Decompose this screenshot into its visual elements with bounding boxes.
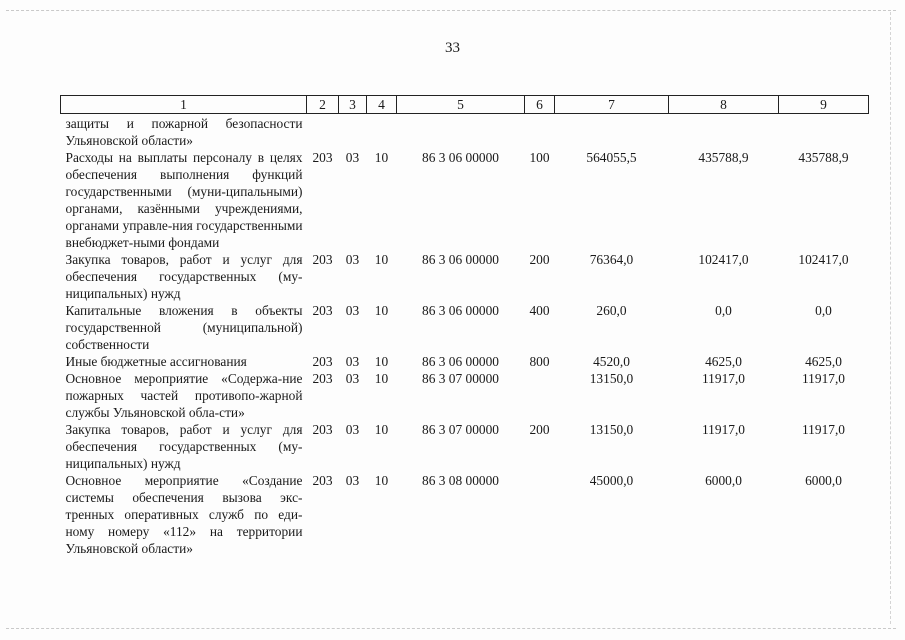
column-header-2: 2: [307, 96, 339, 114]
row-code-4: 10: [374, 150, 389, 165]
row-code-2: [307, 114, 339, 150]
row-code-2: 203: [312, 371, 333, 386]
row-code-5: 86 3 06 00000: [422, 303, 499, 318]
row-name: Закупка товаров, работ и услуг для обеспечения государственных (му-ниципальных) нужд: [65, 252, 303, 301]
row-code-5: 86 3 07 00000: [422, 371, 499, 386]
row-value-8: 6000,0: [705, 473, 742, 488]
row-code-6: [525, 114, 555, 150]
scan-edge-right: [890, 12, 891, 624]
row-code-4: 10: [374, 371, 389, 386]
row-code-6: 800: [529, 354, 550, 369]
row-name: Иные бюджетные ассигнования: [65, 354, 247, 369]
row-code-5: 86 3 06 00000: [422, 150, 499, 165]
row-value-9: [779, 114, 869, 150]
column-header-6: 6: [525, 96, 555, 114]
row-value-9: 6000,0: [805, 473, 842, 488]
row-code-3: 03: [345, 422, 360, 437]
row-name: Закупка товаров, работ и услуг для обеспечения государственных (му-ниципальных) нужд: [65, 422, 303, 471]
row-code-3: 03: [345, 354, 360, 369]
row-code-4: 10: [374, 422, 389, 437]
row-code-2: 203: [312, 354, 333, 369]
row-value-8: 102417,0: [698, 252, 749, 267]
row-value-9: 4625,0: [805, 354, 842, 369]
row-name: Расходы на выплаты персоналу в целях обеспечения выполнения функций государственными (муни-ципальными) органами, казёнными учреждениями, органами управле-ния государственными внебюджет-ными фондами: [65, 150, 303, 250]
row-value-8: [669, 114, 779, 150]
row-value-7: 4520,0: [593, 354, 630, 369]
table-header-row: [61, 96, 869, 114]
row-value-9: 11917,0: [801, 371, 846, 386]
row-value-8: 4625,0: [705, 354, 742, 369]
row-value-8: 435788,9: [698, 150, 749, 165]
table-row: [61, 472, 869, 557]
column-header-8: 8: [669, 96, 779, 114]
row-code-5: 86 3 08 00000: [422, 473, 499, 488]
table-row: [61, 149, 869, 251]
budget-table: [60, 95, 869, 557]
row-code-3: 03: [345, 473, 360, 488]
row-code-6: 400: [529, 303, 550, 318]
column-header-7: 7: [555, 96, 669, 114]
row-code-2: 203: [312, 473, 333, 488]
row-value-7: 45000,0: [589, 473, 634, 488]
row-code-3: [339, 114, 367, 150]
row-code-2: 203: [312, 252, 333, 267]
row-value-8: 0,0: [715, 303, 732, 318]
row-value-7: 260,0: [596, 303, 627, 318]
row-code-5: 86 3 06 00000: [422, 354, 499, 369]
row-value-9: 435788,9: [798, 150, 849, 165]
row-value-7: 76364,0: [589, 252, 634, 267]
table-row: [61, 302, 869, 353]
row-code-5: 86 3 06 00000: [422, 252, 499, 267]
row-value-7: 13150,0: [589, 371, 634, 386]
column-header-9: 9: [779, 96, 869, 114]
row-code-2: 203: [312, 150, 333, 165]
row-value-8: 11917,0: [701, 422, 746, 437]
row-value-9: 0,0: [815, 303, 832, 318]
row-name: Основное мероприятие «Содержа-ние пожарных частей противопо-жарной службы Ульяновской обла-сти»: [65, 371, 303, 420]
row-code-4: [367, 114, 397, 150]
row-code-4: 10: [374, 354, 389, 369]
column-header-1: 1: [61, 96, 307, 114]
row-code-4: 10: [374, 252, 389, 267]
row-code-4: 10: [374, 473, 389, 488]
column-header-3: 3: [339, 96, 367, 114]
row-code-6: [525, 370, 555, 421]
row-value-7: 13150,0: [589, 422, 634, 437]
row-code-6: 200: [529, 422, 550, 437]
table-row: [61, 114, 869, 150]
row-value-8: 11917,0: [701, 371, 746, 386]
table-row: [61, 353, 869, 370]
row-code-3: 03: [345, 150, 360, 165]
row-name: Капитальные вложения в объекты государственной (муниципальной) собственности: [65, 303, 303, 352]
row-code-5: 86 3 07 00000: [422, 422, 499, 437]
row-code-2: 203: [312, 422, 333, 437]
column-header-5: 5: [397, 96, 525, 114]
row-code-5: [397, 114, 525, 150]
row-code-2: 203: [312, 303, 333, 318]
row-code-3: 03: [345, 371, 360, 386]
row-value-9: 102417,0: [798, 252, 849, 267]
column-header-4: 4: [367, 96, 397, 114]
row-code-6: 100: [529, 150, 550, 165]
row-value-7: 564055,5: [586, 150, 637, 165]
table-row: [61, 370, 869, 421]
row-code-6: [525, 472, 555, 557]
row-code-6: 200: [529, 252, 550, 267]
table-row: [61, 421, 869, 472]
row-value-7: [555, 114, 669, 150]
scan-edge-bottom: [6, 628, 896, 629]
row-value-9: 11917,0: [801, 422, 846, 437]
page-number: 33: [445, 40, 460, 56]
row-code-4: 10: [374, 303, 389, 318]
row-name: Основное мероприятие «Создание системы обеспечения вызова экс-тренных оперативных служб по еди-ному номеру «112» на территории Ульяновской области»: [65, 473, 303, 556]
row-code-3: 03: [345, 252, 360, 267]
scan-edge-top: [6, 10, 896, 11]
table-row: [61, 251, 869, 302]
row-name: защиты и пожарной безопасности Ульяновской области»: [65, 116, 303, 148]
row-code-3: 03: [345, 303, 360, 318]
